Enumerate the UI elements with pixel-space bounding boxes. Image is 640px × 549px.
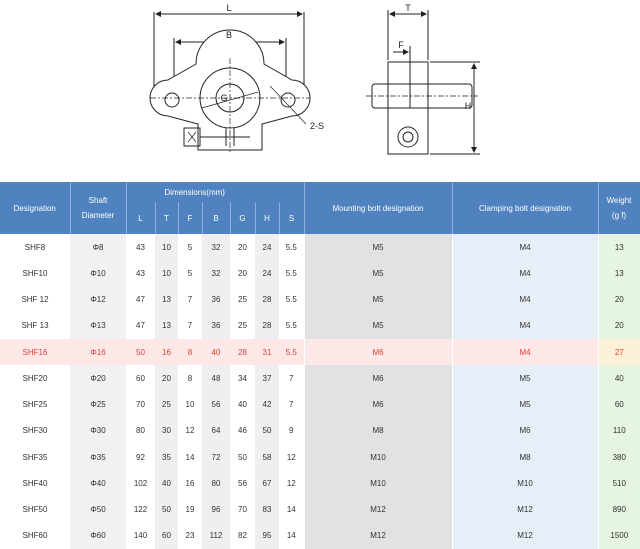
cell-f: 14 [178, 444, 202, 470]
cell-f: 7 [178, 313, 202, 339]
cell-designation: SHF50 [0, 497, 70, 523]
cell-clamping: M4 [452, 287, 598, 313]
cell-b: 80 [202, 470, 230, 496]
table-row [0, 339, 640, 365]
cell-h: 58 [255, 444, 279, 470]
cell-weight: 13 [598, 260, 640, 286]
cell-clamping: M10 [452, 470, 598, 496]
cell-f: 16 [178, 470, 202, 496]
cell-b: 32 [202, 234, 230, 260]
cell-t: 13 [155, 313, 178, 339]
table-row [0, 418, 640, 444]
cell-mounting: M10 [304, 470, 452, 496]
cell-shaft: Φ35 [70, 444, 126, 470]
header-designation: Designation [0, 182, 70, 234]
cell-t: 35 [155, 444, 178, 470]
cell-designation: SHF30 [0, 418, 70, 444]
cell-s: 12 [279, 444, 304, 470]
cell-designation: SHF10 [0, 260, 70, 286]
cell-l: 47 [126, 287, 155, 313]
cell-h: 83 [255, 497, 279, 523]
cell-t: 30 [155, 418, 178, 444]
table-row [0, 365, 640, 391]
cell-t: 10 [155, 234, 178, 260]
cell-mounting: M5 [304, 287, 452, 313]
cell-f: 5 [178, 260, 202, 286]
cell-t: 25 [155, 392, 178, 418]
cell-h: 67 [255, 470, 279, 496]
cell-clamping: M4 [452, 260, 598, 286]
cell-designation: SHF8 [0, 234, 70, 260]
table-row [0, 497, 640, 523]
cell-mounting: M6 [304, 365, 452, 391]
cell-f: 10 [178, 392, 202, 418]
cell-h: 24 [255, 234, 279, 260]
cell-mounting: M6 [304, 339, 452, 365]
cell-s: 5.5 [279, 287, 304, 313]
header-dim-S: S [279, 202, 304, 234]
cell-h: 28 [255, 287, 279, 313]
cell-mounting: M6 [304, 392, 452, 418]
cell-clamping: M12 [452, 523, 598, 549]
cell-g: 20 [230, 234, 255, 260]
cell-g: 20 [230, 260, 255, 286]
cell-b: 36 [202, 313, 230, 339]
cell-l: 70 [126, 392, 155, 418]
cell-s: 5.5 [279, 339, 304, 365]
cell-t: 50 [155, 497, 178, 523]
cell-designation: SHF35 [0, 444, 70, 470]
cell-h: 28 [255, 313, 279, 339]
cell-shaft: Φ30 [70, 418, 126, 444]
cell-weight: 110 [598, 418, 640, 444]
header-dim-H: H [255, 202, 279, 234]
cell-s: 14 [279, 523, 304, 549]
label-F: F [398, 40, 404, 50]
cell-shaft: Φ40 [70, 470, 126, 496]
cell-s: 7 [279, 365, 304, 391]
cell-designation: SHF25 [0, 392, 70, 418]
cell-s: 5.5 [279, 234, 304, 260]
cell-b: 64 [202, 418, 230, 444]
cell-designation: SHF20 [0, 365, 70, 391]
cell-shaft: Φ60 [70, 523, 126, 549]
cell-b: 40 [202, 339, 230, 365]
cell-shaft: Φ20 [70, 365, 126, 391]
cell-b: 72 [202, 444, 230, 470]
cell-mounting: M12 [304, 523, 452, 549]
header-dim-B: B [202, 202, 230, 234]
cell-l: 60 [126, 365, 155, 391]
cell-weight: 13 [598, 234, 640, 260]
cell-b: 56 [202, 392, 230, 418]
cell-l: 122 [126, 497, 155, 523]
cell-g: 34 [230, 365, 255, 391]
cell-f: 23 [178, 523, 202, 549]
cell-mounting: M5 [304, 260, 452, 286]
cell-l: 92 [126, 444, 155, 470]
header-shaft-line2: Diameter [81, 211, 115, 220]
table-body [0, 234, 640, 549]
cell-weight: 20 [598, 313, 640, 339]
cell-l: 47 [126, 313, 155, 339]
cell-l: 50 [126, 339, 155, 365]
cell-t: 16 [155, 339, 178, 365]
cell-t: 40 [155, 470, 178, 496]
header-mounting-bolt: Mounting bolt designation [304, 182, 452, 234]
cell-f: 12 [178, 418, 202, 444]
cell-l: 43 [126, 260, 155, 286]
cell-f: 8 [178, 339, 202, 365]
cell-g: 25 [230, 287, 255, 313]
cell-shaft: Φ10 [70, 260, 126, 286]
cell-h: 42 [255, 392, 279, 418]
header-shaft-diameter [70, 182, 126, 234]
cell-s: 12 [279, 470, 304, 496]
cell-f: 19 [178, 497, 202, 523]
label-H: H [464, 101, 472, 111]
cell-mounting: M5 [304, 313, 452, 339]
table-row [0, 444, 640, 470]
cell-h: 50 [255, 418, 279, 444]
cell-clamping: M6 [452, 418, 598, 444]
cell-weight: 27 [598, 339, 640, 365]
cell-shaft: Φ50 [70, 497, 126, 523]
header-weight [598, 182, 640, 234]
cell-g: 70 [230, 497, 255, 523]
cell-h: 37 [255, 365, 279, 391]
cell-g: 46 [230, 418, 255, 444]
cell-clamping: M5 [452, 392, 598, 418]
label-T: T [405, 3, 411, 13]
cell-b: 96 [202, 497, 230, 523]
header-dimensions: Dimensions(mm) [126, 182, 304, 202]
cell-weight: 890 [598, 497, 640, 523]
cell-mounting: M8 [304, 418, 452, 444]
specification-table [0, 182, 640, 549]
cell-mounting: M5 [304, 234, 452, 260]
header-dim-L: L [126, 202, 155, 234]
header-dim-T: T [155, 202, 178, 234]
cell-g: 28 [230, 339, 255, 365]
cell-l: 43 [126, 234, 155, 260]
cell-weight: 510 [598, 470, 640, 496]
cell-g: 25 [230, 313, 255, 339]
cell-weight: 1500 [598, 523, 640, 549]
cell-clamping: M12 [452, 497, 598, 523]
cell-s: 5.5 [279, 260, 304, 286]
table-row [0, 470, 640, 496]
cell-s: 9 [279, 418, 304, 444]
header-dim-F: F [178, 202, 202, 234]
label-L: L [226, 3, 232, 13]
cell-shaft: Φ12 [70, 287, 126, 313]
table-row [0, 523, 640, 549]
technical-drawing [0, 0, 640, 182]
cell-f: 5 [178, 234, 202, 260]
cell-h: 31 [255, 339, 279, 365]
cell-designation: SHF40 [0, 470, 70, 496]
header-dim-G: G [230, 202, 255, 234]
cell-s: 14 [279, 497, 304, 523]
cell-weight: 60 [598, 392, 640, 418]
cell-b: 36 [202, 287, 230, 313]
cell-g: 40 [230, 392, 255, 418]
cell-t: 60 [155, 523, 178, 549]
table-row [0, 313, 640, 339]
cell-shaft: Φ25 [70, 392, 126, 418]
cell-weight: 40 [598, 365, 640, 391]
cell-s: 5.5 [279, 313, 304, 339]
cell-l: 80 [126, 418, 155, 444]
cell-g: 82 [230, 523, 255, 549]
side-view [366, 10, 480, 154]
label-2-S: 2-S [310, 121, 325, 131]
cell-g: 56 [230, 470, 255, 496]
cell-designation: SHF 13 [0, 313, 70, 339]
cell-t: 13 [155, 287, 178, 313]
cell-clamping: M4 [452, 339, 598, 365]
header-weight-line2: (g f) [611, 211, 627, 220]
cell-t: 10 [155, 260, 178, 286]
cell-b: 48 [202, 365, 230, 391]
cell-clamping: M8 [452, 444, 598, 470]
cell-b: 112 [202, 523, 230, 549]
cell-designation: SHF16 [0, 339, 70, 365]
cell-clamping: M4 [452, 234, 598, 260]
cell-l: 102 [126, 470, 155, 496]
cell-t: 20 [155, 365, 178, 391]
cell-designation: SHF 12 [0, 287, 70, 313]
table-row [0, 260, 640, 286]
cell-shaft: Φ13 [70, 313, 126, 339]
table-row [0, 234, 640, 260]
header-shaft-line1: Shaft [88, 196, 108, 205]
cell-clamping: M4 [452, 313, 598, 339]
label-B: B [225, 30, 233, 40]
shaft-support-diagram [0, 0, 640, 182]
header-clamping-bolt: Clamping bolt designation [452, 182, 598, 234]
cell-s: 7 [279, 392, 304, 418]
cell-f: 8 [178, 365, 202, 391]
label-G: G [220, 93, 228, 103]
cell-mounting: M10 [304, 444, 452, 470]
table-row [0, 392, 640, 418]
cell-weight: 20 [598, 287, 640, 313]
cell-weight: 380 [598, 444, 640, 470]
table-row [0, 287, 640, 313]
cell-h: 95 [255, 523, 279, 549]
cell-g: 50 [230, 444, 255, 470]
cell-designation: SHF60 [0, 523, 70, 549]
cell-b: 32 [202, 260, 230, 286]
cell-mounting: M12 [304, 497, 452, 523]
cell-h: 24 [255, 260, 279, 286]
header-weight-line1: Weight [606, 196, 632, 205]
cell-clamping: M5 [452, 365, 598, 391]
cell-f: 7 [178, 287, 202, 313]
cell-shaft: Φ8 [70, 234, 126, 260]
cell-l: 140 [126, 523, 155, 549]
cell-shaft: Φ16 [70, 339, 126, 365]
